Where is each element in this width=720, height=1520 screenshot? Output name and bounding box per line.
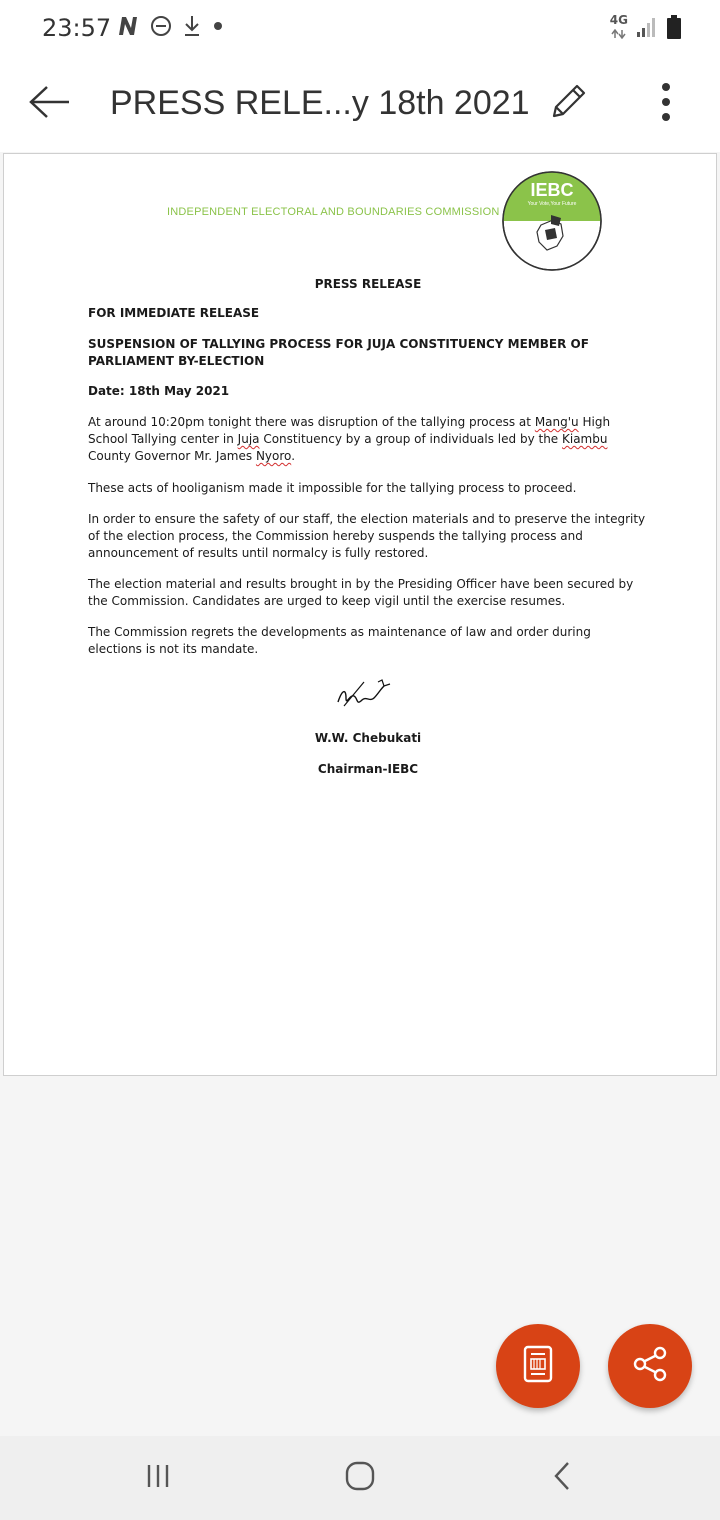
signal-icon <box>636 16 658 43</box>
spell-flag-mangu[interactable]: Mang'u <box>534 415 579 429</box>
paragraph-2: These acts of hooliganism made it impossible for the tallying process to proceed. <box>88 481 577 495</box>
reading-mode-button[interactable] <box>496 1324 580 1408</box>
spell-flag-nyoro[interactable]: Nyoro <box>255 449 292 463</box>
reading-mode-icon <box>523 1345 553 1388</box>
back-nav-button[interactable] <box>532 1456 592 1500</box>
more-options-button[interactable] <box>644 76 688 132</box>
signatory-name: W.W. Chebukati <box>314 731 422 745</box>
signature <box>334 676 394 712</box>
paragraph-5: The Commission regrets the developments as maintenance of law and order during elections is not its mandate. <box>88 625 591 656</box>
download-icon <box>182 14 202 43</box>
home-icon <box>344 1460 376 1497</box>
release-type: FOR IMMEDIATE RELEASE <box>88 306 260 320</box>
paragraph-4: The election material and results brought in by the Presiding Officer have been secured by the Commission. Candidates are urged to keep vigil until the exercise resumes. <box>88 577 634 608</box>
share-button[interactable] <box>608 1324 692 1408</box>
paragraph-3: In order to ensure the safety of our staff, the election materials and to preserve the integrity of the election process, the Commission hereby suspends the tallying process and announcement of results until normalcy is fully restored. <box>88 512 646 560</box>
home-button[interactable] <box>330 1456 390 1500</box>
p1-text: High School Tallying center in <box>88 415 611 446</box>
n-icon <box>116 15 140 42</box>
headline: SUSPENSION OF TALLYING PROCESS FOR JUJA CONSTITUENCY MEMBER OF PARLIAMENT BY-ELECTION <box>88 337 589 368</box>
document-title: PRESS RELE...y 18th 2021 <box>110 84 530 122</box>
iebc-logo <box>501 170 603 272</box>
status-time: 23:57 <box>42 14 112 42</box>
p1-text: At around 10:20pm tonight there was disruption of the tallying process at <box>88 415 535 429</box>
network-type: 4G <box>609 13 628 27</box>
do-not-disturb-icon <box>150 15 172 42</box>
network-indicator <box>610 14 628 44</box>
back-icon <box>550 1460 574 1497</box>
battery-icon <box>666 14 682 45</box>
document-viewer[interactable] <box>0 152 720 1436</box>
navigation-bar <box>0 1436 720 1520</box>
spell-flag-juja[interactable]: Juja <box>237 432 260 446</box>
pencil-icon <box>546 80 590 129</box>
paragraph-1 <box>88 414 648 465</box>
spell-flag-kiambu[interactable]: Kiambu <box>562 432 608 446</box>
commission-name: INDEPENDENT ELECTORAL AND BOUNDARIES COMMISSION <box>167 206 500 218</box>
press-release-label: PRESS RELEASE <box>314 277 422 291</box>
p1-text: Constituency by a group of individuals led by the <box>259 432 562 446</box>
date-line: Date: 18th May 2021 <box>88 384 230 398</box>
notification-dot-icon <box>212 19 224 37</box>
edit-button[interactable] <box>540 76 596 132</box>
p1-text: . <box>291 449 296 463</box>
status-icons-right <box>610 14 682 44</box>
status-icons-left <box>116 14 224 42</box>
logo-tagline: Your Vote,Your Future <box>527 201 577 207</box>
network-arrows-icon <box>611 26 627 44</box>
signatory-title: Chairman-IEBC <box>317 762 419 776</box>
status-bar <box>0 0 720 56</box>
recent-apps-button[interactable] <box>128 1456 188 1500</box>
back-button[interactable] <box>22 78 76 130</box>
share-icon <box>631 1345 669 1388</box>
more-vert-icon <box>660 82 672 127</box>
document-page[interactable] <box>3 153 717 1076</box>
arrow-left-icon <box>27 84 71 125</box>
app-bar <box>0 56 720 152</box>
logo-text: IEBC <box>530 180 574 200</box>
recent-apps-icon <box>144 1462 172 1495</box>
p1-text: County Governor Mr. James <box>88 449 256 463</box>
